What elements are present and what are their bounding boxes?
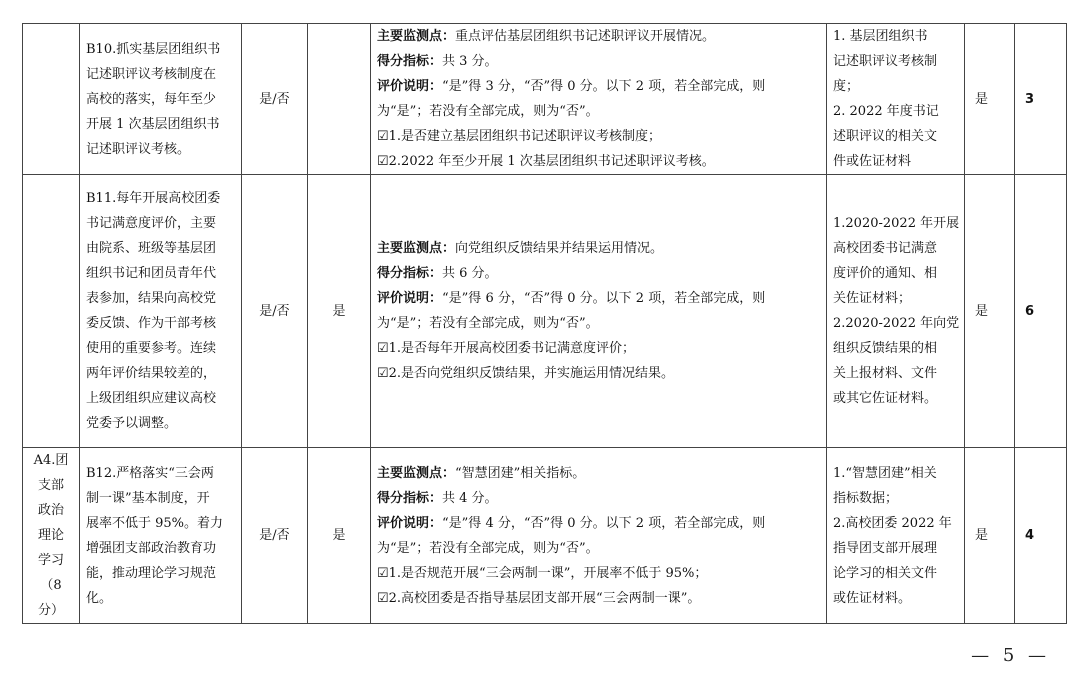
category-cell-empty (23, 24, 80, 175)
points-cell: 3 (1015, 24, 1067, 175)
category-line: （8 (40, 578, 62, 593)
check-item: ☑1.是否建立基层团组织书记述职评议考核制度； (377, 129, 662, 144)
item-line: 开展 1 次基层团组织书 (86, 116, 220, 132)
option-cell: 是/否 (242, 448, 308, 624)
item-line: 记述职评议考核。 (86, 141, 191, 157)
material-line: 指标数据； (833, 490, 899, 506)
item-line: 化。 (86, 590, 113, 606)
criteria-cell-b10 (371, 24, 827, 175)
score-indicator: 得分指标：共 3 分。 (377, 54, 498, 69)
material-cell-b10 (827, 24, 965, 175)
selected-cell: 是 (308, 175, 371, 448)
item-line: 党委予以调整。 (86, 416, 178, 431)
material-cell-b11 (827, 175, 965, 448)
category-cell-a4 (23, 448, 80, 624)
material-line: 度评价的通知、相 (833, 266, 938, 281)
table-row-b11 (23, 175, 1067, 448)
check-item: ☑2.高校团委是否指导基层团支部开展“三会两制一课”。 (377, 590, 701, 606)
score-indicator: 得分指标：共 4 分。 (377, 490, 498, 506)
eval-note: 评价说明：“是”得 4 分，“否”得 0 分。以下 2 项，若全部完成，则 (377, 515, 766, 531)
material-line: 1.2020-2022 年开展 (833, 216, 960, 231)
item-line: 表参加，结果向高校党 (86, 291, 217, 306)
item-cell-b11 (80, 175, 242, 448)
item-line: 能，推动理论学习规范 (86, 565, 217, 581)
points-cell: 4 (1015, 448, 1067, 624)
item-line: 记述职评议考核制度在 (86, 66, 217, 82)
eval-note-cont: 为“是”；若没有全部完成，则为“否”。 (377, 540, 599, 556)
category-line: A4.团 (33, 453, 69, 468)
monitor-point: 主要监测点：“智慧团建”相关指标。 (377, 465, 586, 481)
check-item: ☑2.2022 年至少开展 1 次基层团组织书记述职评议考核。 (377, 154, 715, 169)
material-line: 关佐证材料； (833, 291, 912, 306)
check-item: ☑1.是否规范开展“三会两制一课”，开展率不低于 95%； (377, 565, 708, 581)
material-line: 或其它佐证材料。 (833, 391, 938, 406)
item-line: 上级团组织应建议高校 (86, 391, 217, 406)
evaluation-table (22, 23, 1067, 624)
category-line: 政治 (37, 503, 64, 518)
category-line: 理论 (37, 528, 64, 543)
criteria-cell-b12 (371, 448, 827, 624)
table-row-b12 (23, 448, 1067, 624)
monitor-point: 主要监测点：向党组织反馈结果并结果运用情况。 (377, 241, 664, 256)
material-line: 2. 2022 年度书记 (833, 104, 939, 119)
item-line: 制一课”基本制度，开 (86, 490, 210, 506)
item-line: B12.严格落实“三会两 (86, 465, 214, 481)
eval-note: 评价说明：“是”得 3 分，“否”得 0 分。以下 2 项，若全部完成，则 (377, 79, 766, 94)
material-cell-b12 (827, 448, 965, 624)
item-line: 展率不低于 95%。着力 (86, 515, 224, 531)
item-cell-b12 (80, 448, 242, 624)
material-line: 论学习的相关文件 (833, 565, 938, 581)
material-line: 指导团支部开展理 (833, 540, 938, 556)
selected-cell: 是 (308, 448, 371, 624)
category-line: 分） (37, 603, 64, 618)
material-line: 述职评议的相关文 (833, 129, 938, 144)
item-line: B11.每年开展高校团委 (86, 191, 221, 206)
monitor-point: 主要监测点：重点评估基层团组织书记述职评议开展情况。 (377, 29, 716, 44)
item-line: 两年评价结果较差的， (86, 366, 217, 381)
item-line: B10.抓实基层团组织书 (86, 41, 221, 57)
criteria-cell-b11 (371, 175, 827, 448)
item-line: 组织书记和团员青年代 (86, 266, 217, 281)
option-cell: 是/否 (242, 175, 308, 448)
item-line: 由院系、班级等基层团 (86, 241, 217, 256)
result-cell: 是 (965, 175, 1015, 448)
selected-cell (308, 24, 371, 175)
material-line: 1.“智慧团建”相关 (833, 465, 937, 481)
eval-note: 评价说明：“是”得 6 分，“否”得 0 分。以下 2 项，若全部完成，则 (377, 291, 766, 306)
item-line: 使用的重要参考。连续 (86, 341, 217, 356)
page-number: — 5 — (971, 645, 1050, 666)
item-line: 高校的落实，每年至少 (86, 91, 217, 107)
material-line: 高校团委书记满意 (833, 241, 938, 256)
check-item: ☑1.是否每年开展高校团委书记满意度评价； (377, 341, 636, 356)
points-cell: 6 (1015, 175, 1067, 448)
material-line: 度； (833, 79, 860, 94)
material-line: 组织反馈结果的相 (833, 341, 938, 356)
result-cell: 是 (965, 448, 1015, 624)
material-line: 件或佐证材料 (833, 154, 912, 169)
item-line: 增强团支部政治教育功 (86, 540, 217, 556)
check-item: ☑2.是否向党组织反馈结果，并实施运用情况结果。 (377, 366, 675, 381)
option-cell: 是/否 (242, 24, 308, 175)
material-line: 关上报材料、文件 (833, 366, 938, 381)
eval-note-cont: 为“是”；若没有全部完成，则为“否”。 (377, 104, 599, 119)
category-line: 支部 (37, 478, 64, 493)
score-indicator: 得分指标：共 6 分。 (377, 266, 498, 281)
item-line: 委反馈、作为干部考核 (86, 316, 217, 331)
item-line: 书记满意度评价，主要 (86, 216, 217, 231)
table-row-b10 (23, 24, 1067, 175)
material-line: 2.2020-2022 年向党 (833, 316, 960, 331)
item-cell-b10 (80, 24, 242, 175)
category-line: 学习 (37, 553, 64, 568)
eval-note-cont: 为“是”；若没有全部完成，则为“否”。 (377, 316, 599, 331)
material-line: 记述职评议考核制 (833, 54, 938, 69)
material-line: 1. 基层团组织书 (833, 29, 928, 44)
result-cell: 是 (965, 24, 1015, 175)
material-line: 2.高校团委 2022 年 (833, 515, 952, 531)
category-cell-empty (23, 175, 80, 448)
material-line: 或佐证材料。 (833, 590, 912, 606)
